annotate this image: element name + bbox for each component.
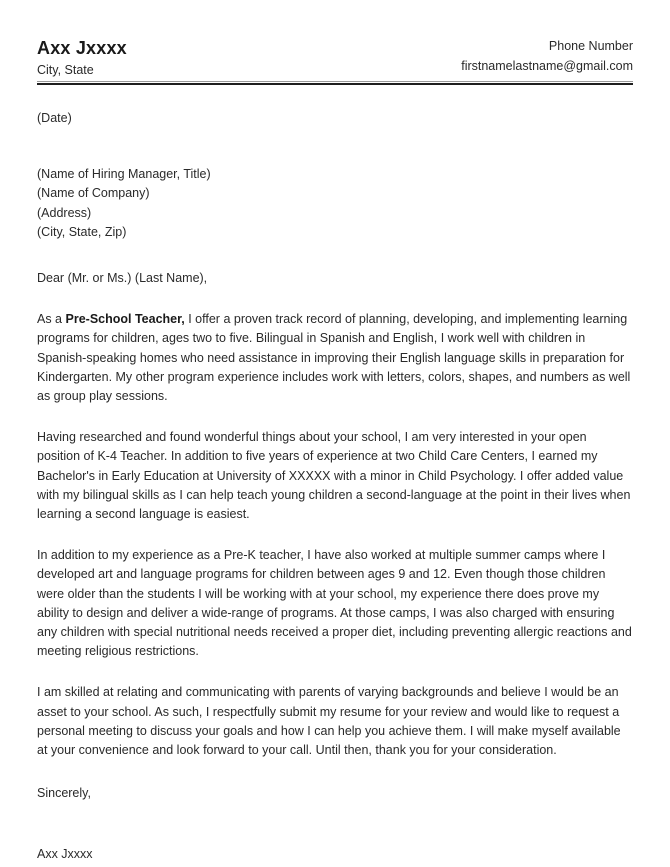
body-paragraph-2: Having researched and found wonderful things about your school, I am very interested in your open position of K-4 Teacher. In addition to five years of experience at two Child Care Centers, I earned my Bachelor's in Early Education at University of XXXXX with a minor in Child Psychology. I offer added value with my bilingual skills as I can help teach young children a second-language at the point in their lives when learning a second language is easiest. xyxy=(37,430,631,522)
letter-content xyxy=(37,0,633,861)
sender-city-state: City, State xyxy=(37,63,94,77)
recipient-line-address: (Address) xyxy=(37,205,92,220)
letterhead-left xyxy=(37,38,127,79)
body-paragraph-4: I am skilled at relating and communicating with parents of varying backgrounds and believe I would be an asset to your school. As such, I respectfully submit my resume for your review and would like to request a personal meeting to discuss your goals and how I can help you achieve them. I will make myself available at your convenience and look forward to your call. Until then, thank you for your consideration. xyxy=(37,685,621,758)
letterhead xyxy=(37,0,633,85)
job-title-emphasis: Pre-School Teacher, xyxy=(65,312,185,327)
letterhead-row xyxy=(37,38,633,79)
recipient-block xyxy=(37,165,633,242)
closing-line: Sincerely, xyxy=(37,786,91,801)
sender-name: Axx Jxxxx xyxy=(37,38,127,58)
body-paragraph-1 xyxy=(37,310,633,406)
body-paragraph-3: In addition to my experience as a Pre-K teacher, I have also worked at multiple summer camps where I developed art and language programs for children between ages 9 and 12. Even though those children were older than the students I will be working with at your school, my experience there does prove my ability to design and deliver a wide-range of programs. At those camps, I was also charged with ensuring any children with special nutritional needs received a proper diet, including preventing allergic reactions and meeting religious restrictions. xyxy=(37,548,632,659)
recipient-line-city: (City, State, Zip) xyxy=(37,224,127,239)
sender-phone: Phone Number xyxy=(548,39,633,53)
recipient-line-manager: (Name of Hiring Manager, Title) xyxy=(37,167,211,182)
recipient-line-company: (Name of Company) xyxy=(37,186,150,201)
signature-name: Axx Jxxxx xyxy=(37,847,93,862)
sender-email: firstnamelastname@gmail.com xyxy=(461,59,633,73)
paragraph-1-rest: I offer a proven track record of planning, developing, and implementing learning programs for children, ages two to five. Bilingual in Spanish and English, I work well with children in Spanish-speaking homes who need assistance in improving their English language skills in preparation for Kindergarten. My other program experience includes work with letters, colors, shapes, and numbers as well as group play sessions. xyxy=(37,312,631,404)
letterhead-right xyxy=(461,38,633,75)
paragraph-1-lead: As a xyxy=(37,312,66,327)
date-line: (Date) xyxy=(37,111,72,125)
salutation: Dear (Mr. or Ms.) (Last Name), xyxy=(37,271,208,286)
letterhead-divider xyxy=(37,81,633,85)
